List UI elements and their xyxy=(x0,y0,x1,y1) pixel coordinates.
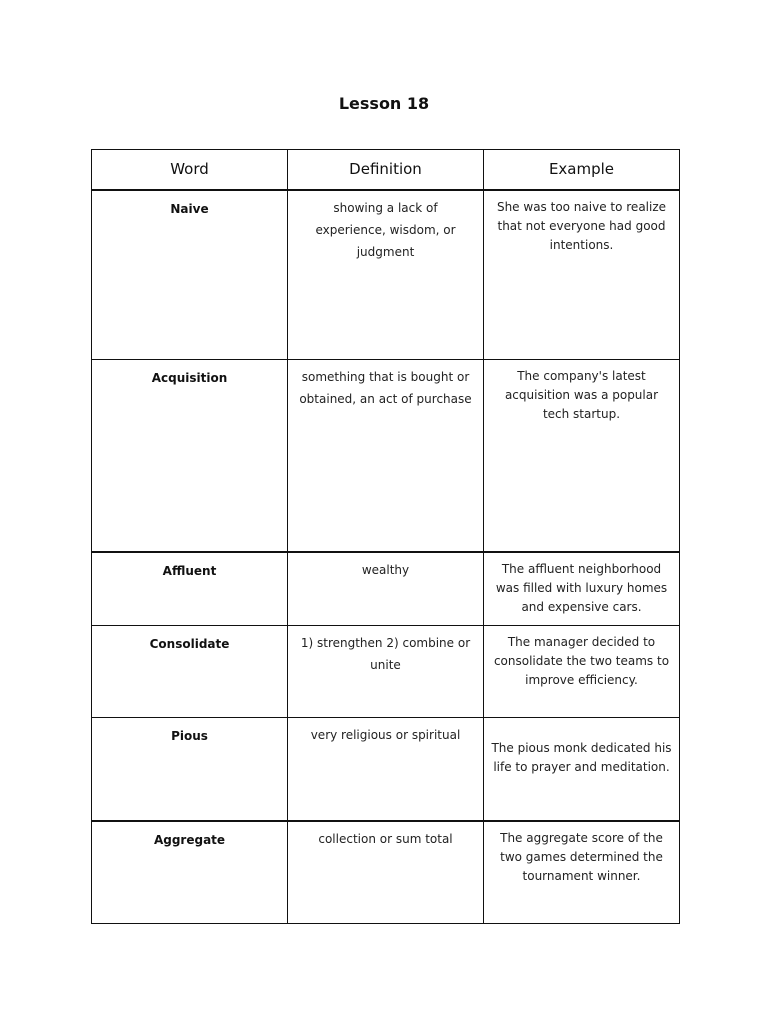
table-row xyxy=(92,552,680,626)
table-row xyxy=(92,360,680,552)
example-cell: The pious monk dedicated his life to prayer and meditation. xyxy=(484,718,680,821)
definition-cell: 1) strengthen 2) combine or unite xyxy=(288,626,484,718)
column-header-example: Example xyxy=(484,150,680,190)
table-row xyxy=(92,626,680,718)
word-cell: Affluent xyxy=(92,552,288,626)
column-header-word: Word xyxy=(92,150,288,190)
word-cell: Consolidate xyxy=(92,626,288,718)
example-cell: The affluent neighborhood was filled with luxury homes and expensive cars. xyxy=(484,552,680,626)
definition-cell: wealthy xyxy=(288,552,484,626)
vocabulary-table xyxy=(91,149,680,924)
word-cell: Pious xyxy=(92,718,288,821)
word-cell: Aggregate xyxy=(92,821,288,924)
definition-cell: very religious or spiritual xyxy=(288,718,484,821)
word-cell: Naive xyxy=(92,190,288,360)
table-row xyxy=(92,718,680,821)
page-title: Lesson 18 xyxy=(338,94,430,113)
example-cell: The company's latest acquisition was a popular tech startup. xyxy=(484,360,680,552)
definition-cell: collection or sum total xyxy=(288,821,484,924)
example-cell: The aggregate score of the two games determined the tournament winner. xyxy=(484,821,680,924)
example-cell: She was too naive to realize that not everyone had good intentions. xyxy=(484,190,680,360)
table-header-row xyxy=(92,150,680,190)
example-cell: The manager decided to consolidate the two teams to improve efficiency. xyxy=(484,626,680,718)
table-row xyxy=(92,821,680,924)
definition-cell: showing a lack of experience, wisdom, or judgment xyxy=(288,190,484,360)
definition-cell: something that is bought or obtained, an act of purchase xyxy=(288,360,484,552)
word-cell: Acquisition xyxy=(92,360,288,552)
table-row xyxy=(92,190,680,360)
column-header-definition: Definition xyxy=(288,150,484,190)
